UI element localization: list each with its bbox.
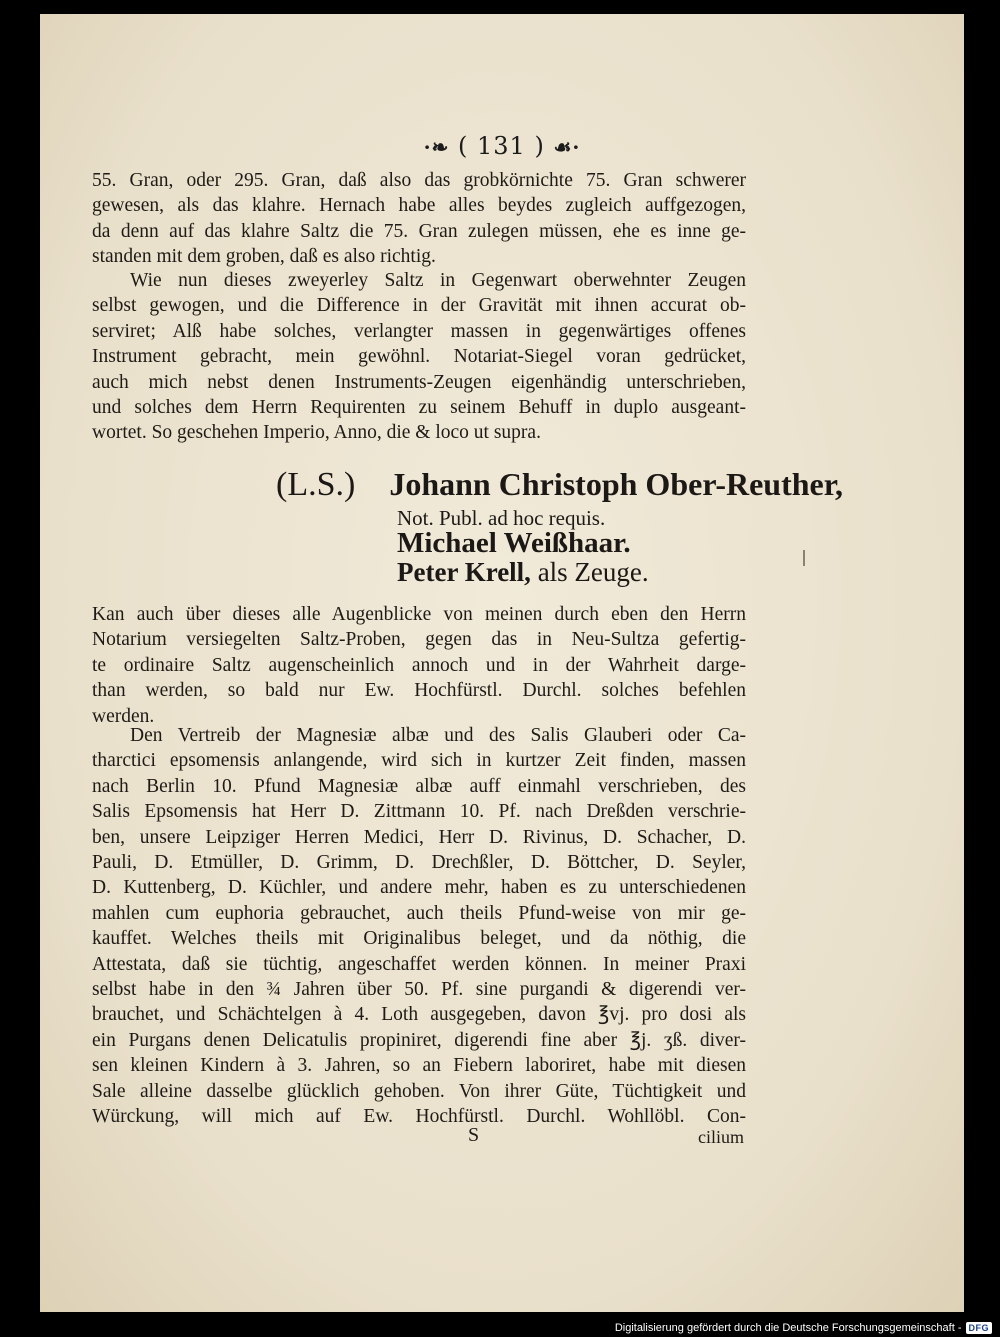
text-line: ben, unsere Leipziger Herren Medici, Herr D. Rivinus, D. Schacher, D. bbox=[92, 826, 746, 848]
seal-mark: (L.S.) bbox=[276, 466, 356, 503]
text-line: D. Kuttenberg, D. Küchler, und andere mehr, haben es zu unterschiedenen bbox=[92, 877, 746, 899]
text-line: ein Purgans denen Delicatulis propiniret, digerendi fine aber ℥j. ʒß. diver- bbox=[92, 1029, 746, 1051]
left-ornament: ·❧ bbox=[423, 135, 450, 159]
text-line: 55. Gran, oder 295. Gran, daß also das grobkörnichte 75. Gran schwerer bbox=[92, 170, 746, 191]
text-line: Salis Epsomensis hat Herr D. Zittmann 10. Pf. nach Dreßden verschrie- bbox=[92, 801, 746, 823]
signature-mark: S bbox=[468, 1124, 480, 1146]
page-number: ( 131 ) bbox=[458, 132, 545, 160]
paragraph-attestation bbox=[92, 268, 746, 446]
funding-credit: Digitalisierung gefördert durch die Deutsche Forschungsgemeinschaft - bbox=[614, 1322, 962, 1334]
text-line: Würckung, will mich auf Ew. Hochfürstl. Durchl. Wohllöbl. Con- bbox=[92, 1106, 746, 1128]
text-line: Pauli, D. Etmüller, D. Grimm, D. Drechßler, D. Böttcher, D. Seyler, bbox=[92, 852, 746, 874]
paragraph-salt-samples bbox=[92, 602, 746, 729]
text-line: serviret; Alß habe solches, verlangter massen in gegenwärtiges offenes bbox=[92, 320, 746, 342]
text-line: mahlen cum euphoria gebrauchet, auch theils Pfund-weise von mir ge- bbox=[92, 902, 746, 924]
right-ornament: ☙· bbox=[553, 135, 581, 159]
witness-one: Michael Weißhaar. bbox=[397, 527, 631, 559]
text-line: Notarium versiegelten Saltz-Proben, gegen das in Neu-Sultza gefertig- bbox=[92, 629, 746, 651]
paragraph-distribution bbox=[92, 723, 746, 1130]
text-line: tharctici epsomensis anlangende, wird sich in kurtzer Zeit finden, massen bbox=[92, 750, 746, 772]
witness-two-name: Peter Krell, bbox=[397, 557, 531, 587]
text-line: gewesen, als das klahre. Hernach habe alles beydes zugleich auffgezogen, bbox=[92, 195, 746, 217]
text-line: und solches dem Herrn Requirenten zu seinem Behuff in duplo ausgeant- bbox=[92, 397, 746, 419]
notary-name: Johann Christoph Ober-Reuther, bbox=[389, 466, 844, 502]
catchword: cilium bbox=[698, 1127, 744, 1147]
text-line: Attestata, daß sie tüchtig, angeschaffet werden können. In meiner Praxi bbox=[92, 953, 746, 975]
text-line: Den Vertreib der Magnesiæ albæ und des Salis Glauberi oder Ca- bbox=[130, 725, 746, 746]
witness-two-role: als Zeuge. bbox=[537, 557, 649, 587]
text-line: Kan auch über dieses alle Augenblicke von meinen durch eben den Herrn bbox=[92, 604, 746, 625]
text-line: nach Berlin 10. Pfund Magnesiæ albæ auff einmahl verschrieben, des bbox=[92, 775, 746, 797]
text-line: Sale alleine dasselbe glücklich gehoben. Von ihrer Güte, Tüchtigkeit und bbox=[92, 1080, 746, 1102]
text-line: selbst gewogen, und die Difference in der Gravität mit ihnen accurat ob- bbox=[92, 295, 746, 317]
dfg-logo: DFG bbox=[966, 1322, 993, 1334]
text-line: werden. bbox=[92, 705, 155, 727]
text-line: wortet. So geschehen Imperio, Anno, die & loco ut supra. bbox=[92, 422, 541, 444]
text-line: Wie nun dieses zweyerley Saltz in Gegenwart oberwehnter Zeugen bbox=[130, 270, 746, 291]
witness-two bbox=[397, 557, 649, 588]
text-line: sen kleinen Kindern à 3. Jahren, so an Fiebern laboriret, habe mit diesen bbox=[92, 1055, 746, 1077]
text-line: te ordinaire Saltz augenscheinlich annoch und in der Wahrheit darge- bbox=[92, 654, 746, 676]
text-line: brauchet, und Schächtelgen à 4. Loth ausgegeben, davon ℥vj. pro dosi als bbox=[92, 1004, 746, 1026]
book-page bbox=[40, 14, 964, 1312]
text-line: standen mit dem groben, daß es also richtig. bbox=[92, 246, 436, 268]
footer-credit bbox=[615, 1322, 992, 1334]
margin-mark bbox=[803, 550, 805, 566]
notary-signature bbox=[276, 466, 843, 504]
page-header bbox=[40, 132, 964, 160]
text-line: da denn auf das klahre Saltz die 75. Gran zulegen müssen, ehe es inne ge- bbox=[92, 220, 746, 242]
text-line: than werden, so bald nur Ew. Hochfürstl. Durchl. solches befehlen bbox=[92, 680, 746, 702]
text-line: Instrument gebracht, mein gewöhnl. Notariat-Siegel voran gedrücket, bbox=[92, 346, 746, 368]
text-line: auch mich nebst denen Instruments-Zeugen eigenhändig unterschrieben, bbox=[92, 371, 746, 393]
text-line: kauffet. Welches theils mit Originalibus beleget, und da nöthig, die bbox=[92, 928, 746, 950]
text-line: selbst habe in den ¾ Jahren über 50. Pf. sine purgandi & digerendi ver- bbox=[92, 979, 746, 1001]
paragraph-continuation bbox=[92, 168, 746, 270]
notary-title: Not. Publ. ad hoc requis. bbox=[397, 506, 606, 530]
